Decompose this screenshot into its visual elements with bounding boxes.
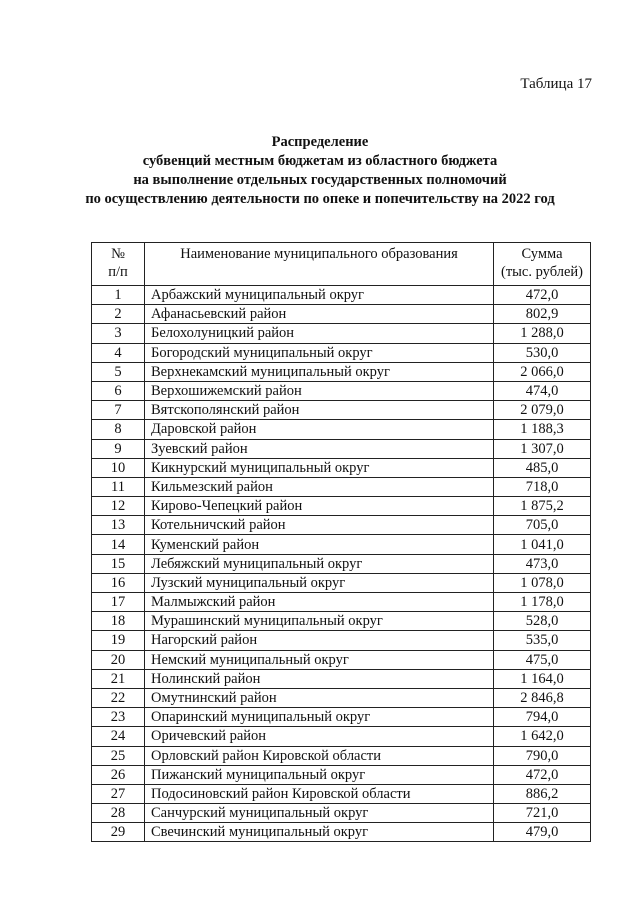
row-amount: 475,0 bbox=[494, 650, 591, 669]
row-municipality-name: Оричевский район bbox=[145, 727, 494, 746]
row-amount: 1 078,0 bbox=[494, 573, 591, 592]
row-number: 12 bbox=[92, 497, 145, 516]
table-number-label: Таблица 17 bbox=[520, 76, 592, 92]
table-row bbox=[92, 324, 591, 343]
row-municipality-name: Кильмезский район bbox=[145, 477, 494, 496]
row-amount: 473,0 bbox=[494, 554, 591, 573]
table-row bbox=[92, 746, 591, 765]
row-amount: 1 288,0 bbox=[494, 324, 591, 343]
table-header bbox=[92, 243, 591, 286]
title-line-1: Распределение bbox=[271, 134, 369, 150]
row-municipality-name: Богородский муниципальный округ bbox=[145, 343, 494, 362]
row-municipality-name: Свечинский муниципальный округ bbox=[145, 823, 494, 842]
row-amount: 474,0 bbox=[494, 381, 591, 400]
row-amount: 535,0 bbox=[494, 631, 591, 650]
row-amount: 472,0 bbox=[494, 286, 591, 305]
row-amount: 2 066,0 bbox=[494, 362, 591, 381]
table-row bbox=[92, 784, 591, 803]
row-amount: 472,0 bbox=[494, 765, 591, 784]
row-amount: 485,0 bbox=[494, 458, 591, 477]
row-municipality-name: Малмыжский район bbox=[145, 593, 494, 612]
row-number: 22 bbox=[92, 688, 145, 707]
row-municipality-name: Арбажский муниципальный округ bbox=[145, 286, 494, 305]
row-amount: 886,2 bbox=[494, 784, 591, 803]
row-municipality-name: Подосиновский район Кировской области bbox=[145, 784, 494, 803]
table-row bbox=[92, 804, 591, 823]
row-municipality-name: Котельничский район bbox=[145, 516, 494, 535]
row-municipality-name: Нагорский район bbox=[145, 631, 494, 650]
table-row bbox=[92, 343, 591, 362]
header-row bbox=[92, 243, 591, 286]
row-municipality-name: Верхошижемский район bbox=[145, 381, 494, 400]
row-number: 18 bbox=[92, 612, 145, 631]
row-municipality-name: Афанасьевский район bbox=[145, 305, 494, 324]
table-row bbox=[92, 439, 591, 458]
row-number: 27 bbox=[92, 784, 145, 803]
row-municipality-name: Нолинский район bbox=[145, 669, 494, 688]
row-municipality-name: Кирово-Чепецкий район bbox=[145, 497, 494, 516]
table-row bbox=[92, 516, 591, 535]
row-number: 2 bbox=[92, 305, 145, 324]
row-amount: 1 164,0 bbox=[494, 669, 591, 688]
row-municipality-name: Пижанский муниципальный округ bbox=[145, 765, 494, 784]
table-row bbox=[92, 401, 591, 420]
row-amount: 718,0 bbox=[494, 477, 591, 496]
table-row bbox=[92, 458, 591, 477]
row-municipality-name: Белохолуницкий район bbox=[145, 324, 494, 343]
row-municipality-name: Куменский район bbox=[145, 535, 494, 554]
row-number: 1 bbox=[92, 286, 145, 305]
header-number-line1: № bbox=[111, 246, 125, 262]
document-title bbox=[0, 133, 640, 209]
header-number-line2: п/п bbox=[108, 264, 128, 280]
row-number: 3 bbox=[92, 324, 145, 343]
row-number: 5 bbox=[92, 362, 145, 381]
table-row bbox=[92, 593, 591, 612]
row-municipality-name: Даровской район bbox=[145, 420, 494, 439]
row-number: 6 bbox=[92, 381, 145, 400]
row-municipality-name: Санчурский муниципальный округ bbox=[145, 804, 494, 823]
row-amount: 2 079,0 bbox=[494, 401, 591, 420]
row-municipality-name: Немский муниципальный округ bbox=[145, 650, 494, 669]
row-municipality-name: Опаринский муниципальный округ bbox=[145, 708, 494, 727]
row-municipality-name: Лузский муниципальный округ bbox=[145, 573, 494, 592]
row-amount: 1 188,3 bbox=[494, 420, 591, 439]
subvention-table bbox=[91, 242, 591, 842]
table-row bbox=[92, 650, 591, 669]
row-amount: 705,0 bbox=[494, 516, 591, 535]
title-line-2: субвенций местным бюджетам из областного бюджета bbox=[142, 153, 498, 169]
row-amount: 528,0 bbox=[494, 612, 591, 631]
table-row bbox=[92, 381, 591, 400]
row-amount: 721,0 bbox=[494, 804, 591, 823]
row-number: 15 bbox=[92, 554, 145, 573]
row-amount: 530,0 bbox=[494, 343, 591, 362]
header-name: Наименование муниципального образования bbox=[145, 243, 494, 286]
table-row bbox=[92, 286, 591, 305]
row-number: 23 bbox=[92, 708, 145, 727]
table-body bbox=[92, 286, 591, 842]
row-amount: 802,9 bbox=[494, 305, 591, 324]
table-row bbox=[92, 573, 591, 592]
row-number: 14 bbox=[92, 535, 145, 554]
row-number: 13 bbox=[92, 516, 145, 535]
table-row bbox=[92, 612, 591, 631]
row-number: 17 bbox=[92, 593, 145, 612]
row-municipality-name: Верхнекамский муниципальный округ bbox=[145, 362, 494, 381]
header-number bbox=[92, 243, 145, 286]
row-number: 4 bbox=[92, 343, 145, 362]
row-amount: 790,0 bbox=[494, 746, 591, 765]
table-row bbox=[92, 727, 591, 746]
row-number: 26 bbox=[92, 765, 145, 784]
table-row bbox=[92, 420, 591, 439]
row-amount: 2 846,8 bbox=[494, 688, 591, 707]
title-line-3: на выполнение отдельных государственных полномочий bbox=[133, 172, 507, 188]
row-municipality-name: Кикнурский муниципальный округ bbox=[145, 458, 494, 477]
table-row bbox=[92, 688, 591, 707]
table-row bbox=[92, 823, 591, 842]
table-row bbox=[92, 708, 591, 727]
row-number: 28 bbox=[92, 804, 145, 823]
row-municipality-name: Омутнинский район bbox=[145, 688, 494, 707]
row-number: 7 bbox=[92, 401, 145, 420]
row-amount: 1 875,2 bbox=[494, 497, 591, 516]
row-municipality-name: Лебяжский муниципальный округ bbox=[145, 554, 494, 573]
header-sum bbox=[494, 243, 591, 286]
table-row bbox=[92, 765, 591, 784]
row-number: 11 bbox=[92, 477, 145, 496]
row-number: 29 bbox=[92, 823, 145, 842]
table-row bbox=[92, 554, 591, 573]
row-municipality-name: Мурашинский муниципальный округ bbox=[145, 612, 494, 631]
row-number: 16 bbox=[92, 573, 145, 592]
table-row bbox=[92, 535, 591, 554]
table-row bbox=[92, 631, 591, 650]
row-municipality-name: Зуевский район bbox=[145, 439, 494, 458]
row-amount: 1 041,0 bbox=[494, 535, 591, 554]
table-row bbox=[92, 497, 591, 516]
row-number: 10 bbox=[92, 458, 145, 477]
header-sum-line2: (тыс. рублей) bbox=[501, 264, 583, 280]
table-row bbox=[92, 305, 591, 324]
row-municipality-name: Вятскополянский район bbox=[145, 401, 494, 420]
row-number: 24 bbox=[92, 727, 145, 746]
table-row bbox=[92, 477, 591, 496]
row-amount: 794,0 bbox=[494, 708, 591, 727]
row-number: 20 bbox=[92, 650, 145, 669]
row-number: 8 bbox=[92, 420, 145, 439]
row-number: 21 bbox=[92, 669, 145, 688]
row-municipality-name: Орловский район Кировской области bbox=[145, 746, 494, 765]
row-amount: 1 642,0 bbox=[494, 727, 591, 746]
header-sum-line1: Сумма bbox=[521, 246, 563, 262]
title-line-4: по осуществлению деятельности по опеке и попечительству на 2022 год bbox=[85, 191, 555, 207]
row-number: 25 bbox=[92, 746, 145, 765]
row-number: 9 bbox=[92, 439, 145, 458]
row-amount: 1 307,0 bbox=[494, 439, 591, 458]
table-row bbox=[92, 669, 591, 688]
row-number: 19 bbox=[92, 631, 145, 650]
row-amount: 1 178,0 bbox=[494, 593, 591, 612]
row-amount: 479,0 bbox=[494, 823, 591, 842]
table-row bbox=[92, 362, 591, 381]
